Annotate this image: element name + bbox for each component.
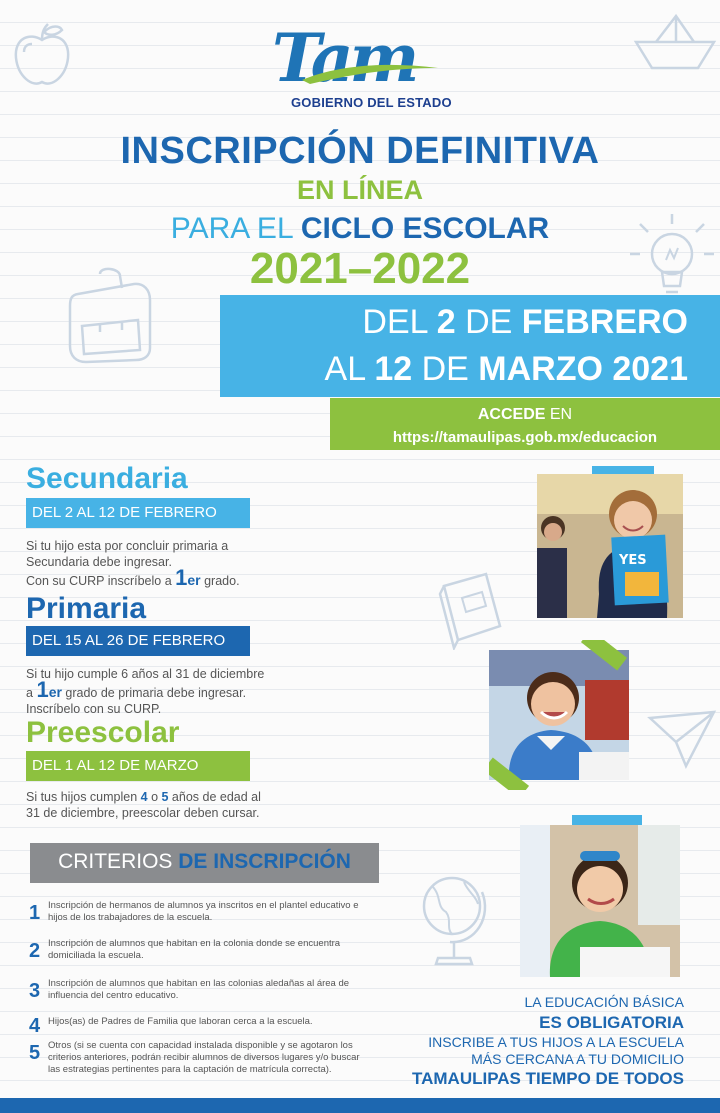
paper-boat-icon bbox=[632, 12, 718, 78]
secundaria-dates: DEL 2 AL 12 DE FEBRERO bbox=[26, 498, 250, 528]
primaria-text: Si tu hijo cumple 6 años al 31 de diciembre a 1er grado de primaria debe ingresar. Inscríbelo con su CURP. bbox=[26, 667, 265, 716]
secundaria-title: Secundaria bbox=[26, 462, 188, 495]
date-start: DEL 2 DE FEBRERO bbox=[362, 303, 688, 341]
criterion-text: Hijos(as) de Padres de Familia que laboran cerca a la escuela. bbox=[48, 1016, 313, 1027]
subtitle-cycle: PARA EL CICLO ESCOLAR bbox=[170, 212, 550, 245]
paper-plane-icon bbox=[646, 708, 718, 770]
criterion-number: 2 bbox=[29, 940, 41, 962]
subtitle-online: EN LÍNEA bbox=[296, 175, 423, 205]
main-title: INSCRIPCIÓN DEFINITIVA bbox=[120, 130, 600, 172]
access-url-link[interactable]: https://tamaulipas.gob.mx/educacion bbox=[392, 429, 658, 446]
svg-text:YES: YES bbox=[619, 553, 647, 568]
footer-line3: INSCRIBE A TUS HIJOS A LA ESCUELA bbox=[428, 1034, 684, 1050]
photo-secundaria-student bbox=[537, 466, 683, 618]
criterion-text: Inscripción de alumnos que habitan en las colonias aledañas al área de influencia del centro educativo. bbox=[48, 978, 350, 1001]
photo-preescolar-student bbox=[520, 815, 680, 983]
footer-line5: TAMAULIPAS TIEMPO DE TODOS bbox=[411, 1069, 684, 1088]
preescolar-dates: DEL 1 AL 12 DE MARZO bbox=[26, 751, 250, 781]
logo: Tam bbox=[272, 19, 416, 97]
photo-primaria-student bbox=[489, 640, 629, 790]
bottom-bar bbox=[0, 1098, 720, 1113]
access-label: ACCEDE EN bbox=[477, 406, 573, 423]
criterion-number: 1 bbox=[29, 902, 41, 924]
book-icon bbox=[434, 570, 506, 650]
footer-line1: LA EDUCACIÓN BÁSICA bbox=[524, 994, 684, 1010]
footer-line4: MÁS CERCANA A TU DOMICILIO bbox=[471, 1051, 684, 1067]
primaria-dates: DEL 15 AL 26 DE FEBRERO bbox=[26, 626, 250, 656]
primaria-title: Primaria bbox=[26, 592, 147, 625]
date-end: AL 12 DE MARZO 2021 bbox=[324, 350, 688, 388]
preescolar-text: Si tus hijos cumplen 4 o 5 años de edad al 31 de diciembre, preescolar deben cursar. bbox=[26, 790, 261, 820]
globe-icon bbox=[412, 862, 496, 972]
criterion-number: 5 bbox=[29, 1042, 41, 1064]
logo-swoosh bbox=[300, 58, 440, 84]
secundaria-text: Si tu hijo esta por concluir primaria a Secundaria debe ingresar. Con su CURP inscríbelo a 1er grado. bbox=[26, 539, 240, 590]
criterion-text: Otros (si se cuenta con capacidad instalada disponible y se agotaron los criterios anteriores, podrán recibir alumnos de diversos lugares y/o buscar las estrategias pertinentes para la captación de matrícula correcta). bbox=[48, 1040, 360, 1075]
preescolar-title: Preescolar bbox=[26, 716, 180, 749]
criterion-number: 3 bbox=[29, 980, 41, 1002]
school-year: 2021–2022 bbox=[249, 244, 471, 293]
criterion-text: Inscripción de alumnos que habitan en la colonia donde se encuentra domiciliada la escuela. bbox=[48, 938, 341, 961]
criterion-text: Inscripción de hermanos de alumnos ya inscritos en el plantel educativo e hijos de los trabajadores de la escuela. bbox=[48, 900, 359, 923]
criterion-number: 4 bbox=[29, 1015, 41, 1037]
footer-line2: ES OBLIGATORIA bbox=[539, 1013, 684, 1032]
logo-subtitle: GOBIERNO DEL ESTADO bbox=[291, 95, 452, 110]
apple-icon bbox=[8, 22, 76, 92]
criterios-title: CRITERIOS DE INSCRIPCIÓN bbox=[58, 850, 351, 873]
